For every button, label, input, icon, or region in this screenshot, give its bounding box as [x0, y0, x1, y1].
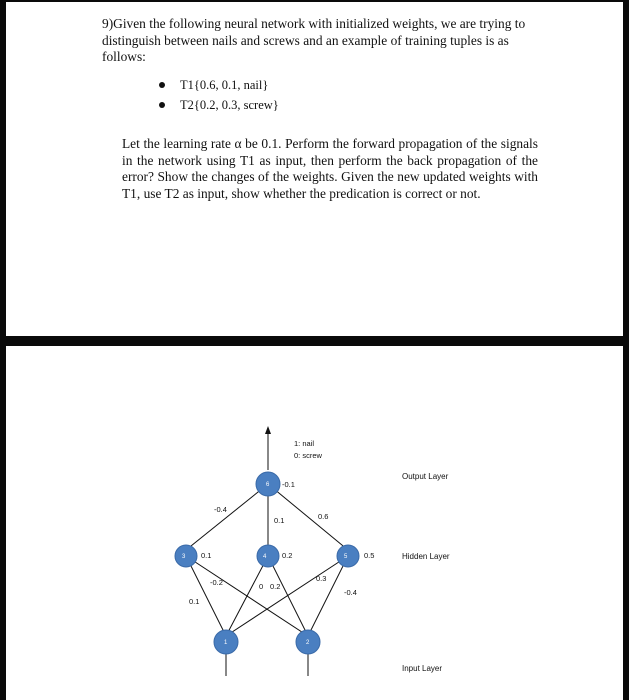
bias-6: -0.1 [282, 480, 295, 489]
neural-network-diagram [6, 346, 623, 700]
weight-1-3: -0.2 [210, 578, 223, 587]
bias-4: 0.2 [282, 551, 293, 560]
weight-1-4: 0.2 [270, 582, 281, 591]
node-2-label: 2 [306, 640, 310, 646]
output-arrowhead [265, 426, 271, 434]
node-5 [337, 545, 359, 567]
input-layer-label: Input Layer [402, 664, 443, 673]
node-6-label: 6 [266, 482, 270, 488]
edge-2-5 [308, 556, 348, 636]
weight-2-3: 0 [259, 582, 264, 591]
legend-nail: 1: nail [294, 439, 315, 448]
node-5-label: 5 [344, 554, 348, 560]
weight-4-6: 0.1 [274, 516, 285, 525]
bullet-icon [159, 82, 165, 88]
tuple-t2 [156, 95, 279, 115]
weight-2-4: 0.3 [316, 574, 327, 583]
tuple-t2-text: T2{0.2, 0.3, screw} [180, 98, 279, 112]
weight-2-5: -0.4 [344, 588, 357, 597]
edge-2-3 [186, 556, 308, 636]
node-1-label: 1 [224, 640, 228, 646]
hidden-layer-label: Hidden Layer [402, 552, 450, 561]
node-4-label: 4 [263, 554, 267, 560]
training-tuples-list [156, 75, 279, 115]
question-task: Let the learning rate α be 0.1. Perform the forward propagation of the signals in the network using T1 as input, then perform the back propagation of the error? Show the changes of the weights. Given the new updated weights with T1, use T2 as input, show whether the predication is correct or not. [122, 136, 538, 201]
weight-input-1: 0.1 [189, 597, 200, 606]
network-diagram-panel [0, 346, 629, 700]
node-4 [257, 545, 279, 567]
question-intro: 9)Given the following neural network with initialized weights, we are trying to distinguish between nails and screws and an example of training tuples is as follows: [102, 16, 526, 64]
bias-3: 0.1 [201, 551, 212, 560]
question-panel [0, 0, 629, 339]
edge-1-3 [186, 556, 226, 636]
panel-divider [0, 339, 629, 346]
edge-3-6 [186, 484, 268, 550]
node-3 [175, 545, 197, 567]
tuple-t1-text: T1{0.6, 0.1, nail} [180, 78, 269, 92]
edge-2-4 [268, 556, 308, 636]
output-layer-label: Output Layer [402, 472, 449, 481]
weight-3-6: -0.4 [214, 505, 227, 514]
legend-screw: 0: screw [294, 451, 322, 460]
weight-5-6: 0.6 [318, 512, 329, 521]
edge-1-5 [226, 556, 348, 636]
bullet-icon [159, 102, 165, 108]
bias-5: 0.5 [364, 551, 375, 560]
node-3-label: 3 [182, 554, 186, 560]
tuple-t1 [156, 75, 279, 95]
